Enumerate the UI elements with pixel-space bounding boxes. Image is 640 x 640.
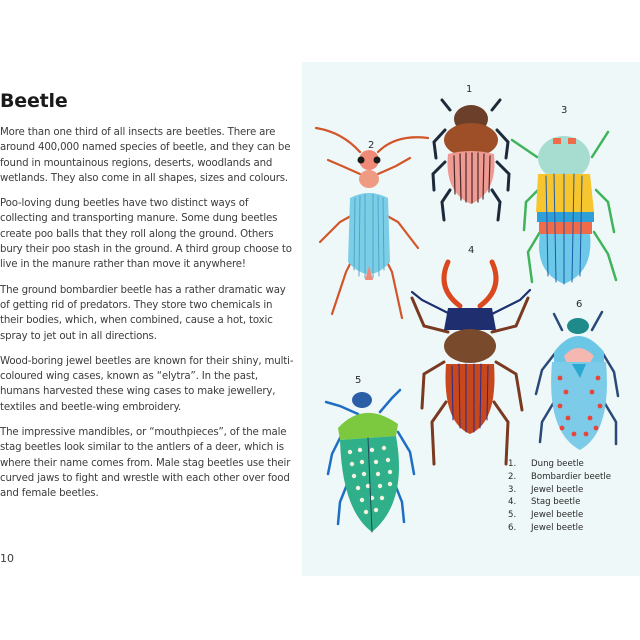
legend-label: Dung beetle [531, 459, 584, 469]
paragraph-dung-beetles: Poo-loving dung beetles have two distinct ways of collecting and transporting manure. Some dung beetles create poo balls that they roll along the ground. Others bury their poo stash in the ground. A third group choose to live in the manure rather than move it anywhere! [0, 198, 292, 271]
legend-label: Bombardier beetle [531, 471, 612, 482]
legend-item [508, 458, 611, 471]
page-title: Beetle [0, 90, 68, 112]
legend-label: Jewel beetle [531, 510, 584, 521]
legend-item [508, 484, 611, 497]
figure-number-5: 5 [355, 375, 362, 386]
figure-number-3: 3 [561, 105, 568, 116]
paragraph-jewel-beetles: Wood-boring jewel beetles are known for their shiny, multi-coloured wing cases, known as “elytra”. In the past, humans harvested these wing cases to make jewellery, textiles and beetle-wing embroidery. [0, 355, 294, 413]
figure-number-1: 1 [466, 84, 473, 95]
legend-item [508, 471, 611, 484]
stag-beetle-illustration [412, 262, 530, 464]
body-text [0, 125, 296, 512]
paragraph-stag-beetles: The impressive mandibles, or “mouthpieces”, of the male stag beetles look similar to the antlers of a deer, which is where their name comes from. Male stag beetles use their curved jaws to fight and wrestle with each other over food and female beetles. [0, 427, 291, 500]
page-number: 10 [0, 552, 14, 565]
species-legend [508, 458, 611, 535]
jewel-beetle-3-illustration [512, 132, 616, 284]
figure-number-6: 6 [576, 299, 583, 310]
legend-number: 6. [508, 522, 517, 533]
paragraph-intro: More than one third of all insects are beetles. There are around 400,000 named species of beetle, and they can be found in mountainous regions, deserts, woodlands and wetlands. They also come in all shapes, sizes and colours. [0, 127, 291, 184]
bombardier-beetle-illustration [316, 128, 428, 318]
legend-number: 3. [508, 484, 517, 495]
legend-label: Stag beetle [531, 497, 581, 508]
legend-item [508, 509, 611, 522]
paragraph-bombardier-beetle: The ground bombardier beetle has a rather dramatic way of getting rid of predators. They store two chemicals in their bodies, which, when combined, cause a hot, toxic spray to jet out in all directions. [0, 284, 286, 342]
legend-label: Jewel beetle [531, 522, 584, 533]
figure-number-4: 4 [468, 245, 475, 256]
legend-item [508, 496, 611, 509]
legend-number: 2. [508, 471, 517, 482]
legend-item [508, 522, 611, 535]
legend-number: 5. [508, 510, 517, 521]
dung-beetle-illustration [433, 100, 509, 220]
legend-number: 1. [508, 459, 517, 469]
jewel-beetle-5-illustration [326, 390, 414, 532]
illustration-panel [302, 62, 640, 576]
legend-label: Jewel beetle [531, 484, 584, 495]
jewel-beetle-6-illustration [536, 312, 618, 450]
figure-number-2: 2 [368, 140, 375, 151]
legend-number: 4. [508, 497, 517, 508]
left-page [0, 0, 300, 640]
